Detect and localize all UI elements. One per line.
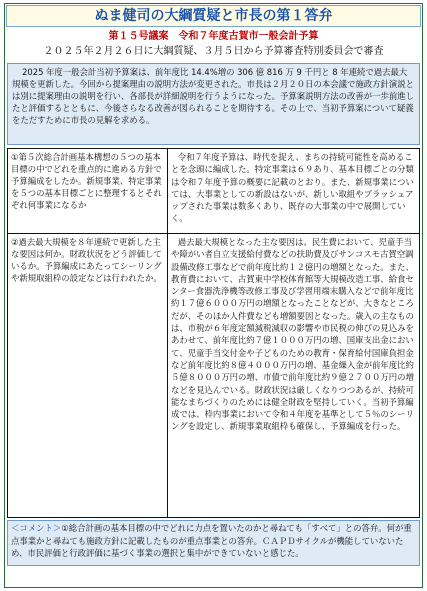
date-line: ２０２５年２月２６日に大綱質疑、３月５日から予算審査特別委員会で審査 [43,46,384,57]
page-title: ぬま健司の大綱質疑と市長の第１答弁 [6,5,421,27]
question-cell: ②過去最大規模を８年連続で更新した主な要因は何か。財政状況をどう評価しているか。予算編成にあたってシーリングや新規取組枠の設定などは行われたか。 [7,234,167,518]
question-cell: ①第５次総合計画基本構想の５つの基本目標の中でどれを重点的に進める方針で予算編成をしたか。新規事業、特定事業を５つの基本目標ごとに整理するとそれぞれ何事業になるか [7,148,167,234]
qa-row [7,234,420,518]
qa-row [7,148,420,234]
answer-cell: 過去最大規模となった主な要因は、民生費において、児童手当や障がい者自立支援給付費などの扶助費及びサンコスモ古賀空調設備改修工事などで前年度比約１２億円の増額となった。また、教育費において、古賀東中学校体育館等大規模改造工事、給食センター食器洗浄機等改修工事及び学習用端末購入などで前年度比約１７億６０００万円の増額となったことなどが、大きなところだが、そのほか人件費なども増額要因となった。歳入の主なものは、市税が６年度定額減税減収の影響や市民税の伸びの見込みをあわせて、前年度比約７億１０００万円の増、国庫支出金において、児童手当交付金や子どものための教育・保育給付国庫負担金など前年度比約８億４０００万円の増、基金繰入金が前年度比約５億８０００万円の増、市債で前年度比約９億２７００万円の増などを見込んでいる。財政状況は厳しくなりつつあるが、持続可能なまちづくりのためには健全財政を堅持していく。当初予算編成では、枠内事業において令和４年度を基準として５％のシーリングを設定し、新規事業取組枠も確保し、予算編成を行った。 [167,234,420,518]
answer-cell: 令和７年度予算は、時代を捉え、まちの持続可能性を高めることを念頭に編成した。特定事業は６９あり、基本目標ごとの分類は令和７年度予算の概要に記載のとおり。また、新規事業については、大事業としての新設はないが、新しい取組やブラッシュアップされた事業は数多くあり、既存の大事業の中で展開していく。 [167,148,420,234]
comment-box [7,520,420,566]
summary-box: 2025 年度一般会計当初予算案は、前年度比 14.4%増の 306 億 816 万 9 千円と 8 年連続で過去最大規模を更新した。今回から提案理由の説明方法が変更された。市長は２月２０日の本会議で施政方針演説とは別に提案理由の説明を行い、各部長が詳細説明を行うようになった。予算案説明方法の改善が一歩前進したと評価するとともに、今後さらなる改善が図られることを期待する。その上で、当初予算案について疑義をただすために市長の見解を求める。 [7,63,420,145]
document-page [4,3,423,588]
comment-text: ①総合計画の基本目標の中でどれに力点を置いたのかと尋ねても「すべて」との答弁。何が重点事業かと尋ねても施政方針に記載したものが重点事業との答弁。ＣＡＰＤサイクルが機能していないため、市民評価と行政評価に基づく事業の選択と集中ができていないと感じた。 [11,523,412,558]
comment-label: ＜コメント＞ [11,523,62,533]
bill-subtitle: 第１５号議案 令和７年度古賀市一般会計予算 [108,31,319,42]
